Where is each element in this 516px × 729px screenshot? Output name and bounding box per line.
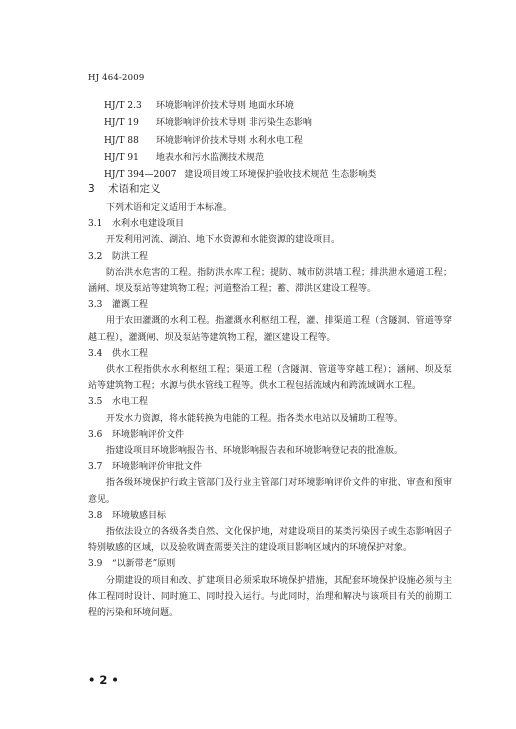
- term-number: 3.5: [88, 397, 103, 408]
- term-name: 防洪工程: [112, 251, 149, 262]
- reference-item: [104, 133, 376, 150]
- term-definition: 防治洪水危害的工程。指防洪水库工程；提防、城市防洪墙工程；排洪泄水通道工程；涵闸、坝及泵站等建筑物工程；河道整治工程；蓄、滞洪区建设工程等。: [88, 267, 452, 295]
- term-number: 3.7: [88, 462, 103, 473]
- section-title: 术语和定义: [108, 183, 161, 195]
- term-name: 环境敏感目标: [112, 510, 167, 521]
- reference-title: 地表水和污水监测技术规范: [156, 152, 265, 163]
- reference-code: HJ/T 394—2007: [104, 170, 177, 181]
- page-number: • 2 •: [88, 673, 119, 687]
- terms-body: [88, 200, 452, 621]
- term-heading: [88, 394, 452, 410]
- term-number: 3.6: [88, 429, 103, 440]
- term-definition: 供水工程指供水水利枢纽工程；渠道工程（含隧洞、管道等穿越工程）；涵闸、坝及泵站等建筑物工程；水源与供水管线工程等。供水工程包括流域内和跨流域调水工程。: [88, 365, 452, 392]
- term-name: “以新带老”原则: [112, 559, 176, 570]
- section-heading: [88, 181, 161, 196]
- term-heading: [88, 427, 452, 443]
- term-definition: 指各级环境保护行政主管部门及行业主管部门对环境影响评价文件的审批、审查和预审意见。: [88, 478, 452, 505]
- term-number: 3.8: [88, 510, 103, 521]
- term-definition: 分期建设的项目和改、扩建项目必须采取环境保护措施，其配套环境保护设施必须与主体工程同时设计、同时施工、同时投入运行。与此同时，治理和解决与该项目有关的前期工程的污染和环境问题。: [88, 575, 452, 619]
- term-heading: [88, 346, 452, 362]
- section-intro: 下列术语和定义适用于本标准。: [106, 203, 233, 213]
- term-definition: 开发利用河流、湖泊、地下水资源和水能资源的建设项目。: [106, 235, 341, 246]
- reference-code: HJ/T 91: [104, 152, 139, 163]
- term-heading: [88, 249, 452, 265]
- reference-item: [104, 115, 376, 132]
- reference-title: 环境影响评价技术导则 地面水环境: [156, 101, 294, 111]
- term-number: 3.2: [88, 251, 103, 262]
- term-definition: 指建设项目环境影响报告书、环境影响报告表和环境影响登记表的批准版。: [106, 446, 404, 457]
- standard-code-header: HJ 464-2009: [88, 73, 145, 83]
- term-definition: 用于农田灌溉的水利工程。指灌溉水利枢纽工程，灌、排渠道工程（含隧洞、管道等穿越工程），灌溉闸、坝及泵站等建筑物工程，灌区建设工程等。: [88, 316, 452, 343]
- reference-code: HJ/T 2.3: [104, 101, 142, 111]
- reference-code: HJ/T 19: [104, 118, 139, 129]
- term-name: 灌溉工程: [112, 300, 149, 311]
- reference-title: 建设项目竣工环境保护验收技术规范 生态影响类: [184, 170, 377, 181]
- reference-list: [104, 98, 376, 184]
- term-definition: 开发水力资源，将水能转换为电能的工程。指各类水电站以及辅助工程等。: [106, 413, 404, 424]
- reference-item: [104, 98, 376, 115]
- term-name: 供水工程: [112, 348, 149, 359]
- term-heading: [88, 297, 452, 313]
- term-name: 水电工程: [112, 397, 149, 408]
- term-name: 环境影响评价审批文件: [112, 462, 203, 473]
- term-number: 3.4: [88, 348, 103, 359]
- reference-title: 环境影响评价技术导则 非污染生态影响: [156, 118, 312, 129]
- reference-item: [104, 150, 376, 167]
- term-heading: [88, 556, 452, 572]
- term-name: 水利水电建设项目: [112, 219, 185, 230]
- section-number: 3: [88, 183, 95, 195]
- term-heading: [88, 508, 452, 524]
- term-number: 3.9: [88, 559, 103, 570]
- term-heading: [88, 459, 452, 475]
- term-number: 3.3: [88, 300, 103, 311]
- term-heading: [88, 216, 452, 232]
- term-name: 环境影响评价文件: [112, 429, 185, 440]
- reference-title: 环境影响评价技术导则 水利水电工程: [156, 135, 303, 146]
- term-number: 3.1: [88, 219, 103, 230]
- reference-code: HJ/T 88: [104, 135, 139, 146]
- term-definition: 指依法设立的各级各类自然、文化保护地，对建设项目的某类污染因子或生态影响因子特别敏感的区域，以及验收调查需要关注的建设项目影响区域内的环境保护对象。: [88, 527, 452, 554]
